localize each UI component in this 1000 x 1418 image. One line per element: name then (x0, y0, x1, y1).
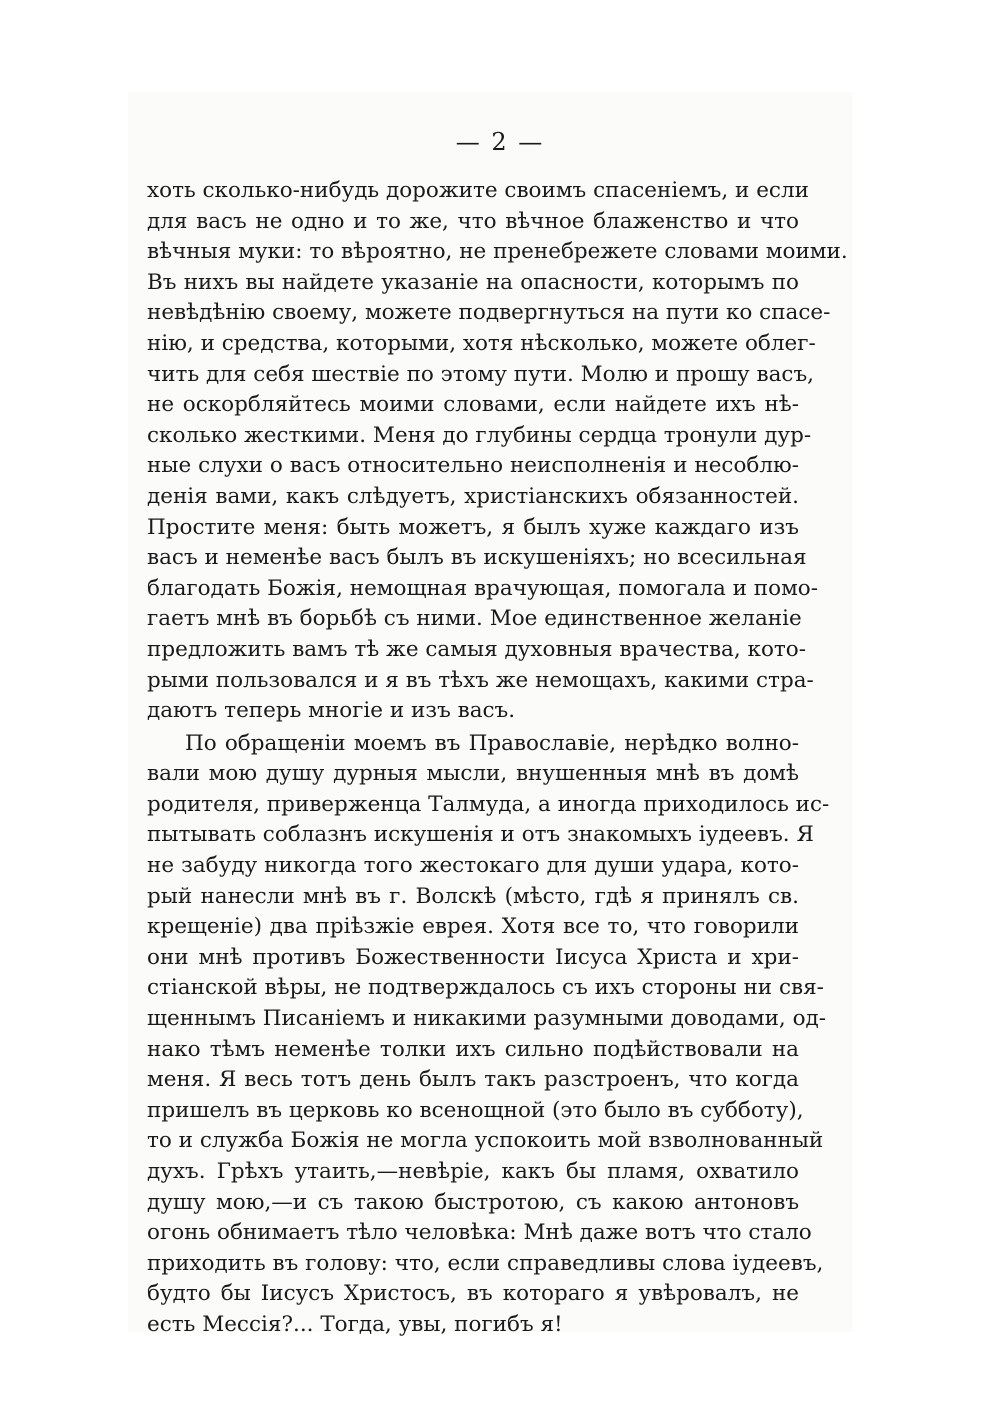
text-line: благодать Божія, немощная врачующая, помогала и помо- (147, 575, 819, 601)
text-line: хоть сколько-нибудь дорожите своимъ спасеніемъ, и если (147, 178, 809, 203)
text-line: ные слухи о васъ относительно неисполненія и несоблю- (147, 453, 799, 479)
text-line: они мнѣ противъ Божественности Іисуса Христа и хри- (147, 944, 799, 970)
text-line: приходить въ голову: что, если справедливы слова іудеевъ, (147, 1250, 824, 1276)
paragraph-1 (147, 176, 848, 727)
text-line: предложить вамъ тѣ же самыя духовныя врачества, кото- (147, 636, 807, 662)
text-line: Простите меня: быть можетъ, я былъ хуже каждаго изъ (147, 514, 799, 540)
text-line: душу мою,—и съ такою быстротою, съ какою антоновъ (147, 1189, 799, 1215)
text-line: будто бы Іисусъ Христосъ, въ котораго я увѣровалъ, не (147, 1281, 799, 1307)
text-line: нію, и средства, которыми, хотя нѣсколько, можете облег- (147, 330, 816, 356)
text-line: сколько жесткими. Меня до глубины сердца тронули дур- (147, 422, 812, 448)
text-line: Въ нихъ вы найдете указаніе на опасности, которымъ по (147, 269, 799, 295)
text-line: щеннымъ Писаніемъ и никакими разумными доводами, од- (147, 1006, 827, 1032)
text-line: духъ. Грѣхъ утаить,—невѣріе, какъ бы пламя, охватило (147, 1159, 799, 1184)
text-line: рый нанесли мнѣ въ г. Волскѣ (мѣсто, гдѣ я принялъ св. (147, 883, 799, 909)
text-line: чить для себя шествіе по этому пути. Молю и прошу васъ, (147, 361, 814, 387)
text-line: гаетъ мнѣ въ борьбѣ съ ними. Мое единственное желаніе (147, 606, 802, 632)
text-line: вѣчныя муки: то вѣроятно, не пренебрежете словами моими. (147, 239, 848, 265)
text-line: даютъ теперь многіе и изъ васъ. (147, 698, 516, 724)
page-number: — 2 — (455, 128, 545, 156)
text-line: для васъ не одно и то же, что вѣчное блаженство и что (147, 208, 799, 234)
text-line: не забуду никогда того жестокаго для души удара, кото- (147, 853, 799, 879)
text-line: невѣдѣнію своему, можете подвергнуться на пути ко спасе- (147, 300, 831, 326)
text-line: вали мою душу дурныя мысли, внушенныя мнѣ въ домѣ (147, 761, 799, 787)
text-line: родителя, приверженца Талмуда, а иногда приходилось ис- (147, 791, 830, 817)
text-line: крещеніе) два пріѣзжіе еврея. Хотя все то, что говорили (147, 914, 799, 940)
text-line: стіанской вѣры, не подтверждалось съ ихъ стороны ни свя- (147, 975, 824, 1001)
text-line: нако тѣмъ неменѣе толки ихъ сильно подѣйствовали на (147, 1036, 799, 1062)
text-line: пытывать соблазнъ искушенія и отъ знакомыхъ іудеевъ. Я (147, 822, 814, 848)
text-line: рыми пользовался и я въ тѣхъ же немощахъ, какими стра- (147, 667, 814, 693)
body-text (147, 176, 848, 1341)
text-line: то и служба Божія не могла успокоить мой взволнованный (147, 1128, 824, 1154)
text-line: пришелъ въ церковь ко всенощной (это было въ субботу), (147, 1097, 804, 1123)
text-line: По обращеніи моемъ въ Православіе, нерѣдко волно- (185, 730, 799, 756)
text-line: огонь обнимаетъ тѣло человѣка: Мнѣ даже вотъ что стало (147, 1220, 812, 1246)
text-line: есть Мессія?... Тогда, увы, погибъ я! (147, 1311, 563, 1337)
text-line: васъ и неменѣе васъ былъ въ искушеніяхъ; но всесильная (147, 545, 807, 571)
text-line: денія вами, какъ слѣдуетъ, христіанскихъ обязанностей. (147, 483, 799, 509)
text-line: не оскорбляйтесь моими словами, если найдете ихъ нѣ- (147, 392, 799, 418)
paragraph-2 (147, 729, 830, 1341)
text-line: меня. Я весь тотъ день былъ такъ разстроенъ, что когда (147, 1067, 799, 1093)
